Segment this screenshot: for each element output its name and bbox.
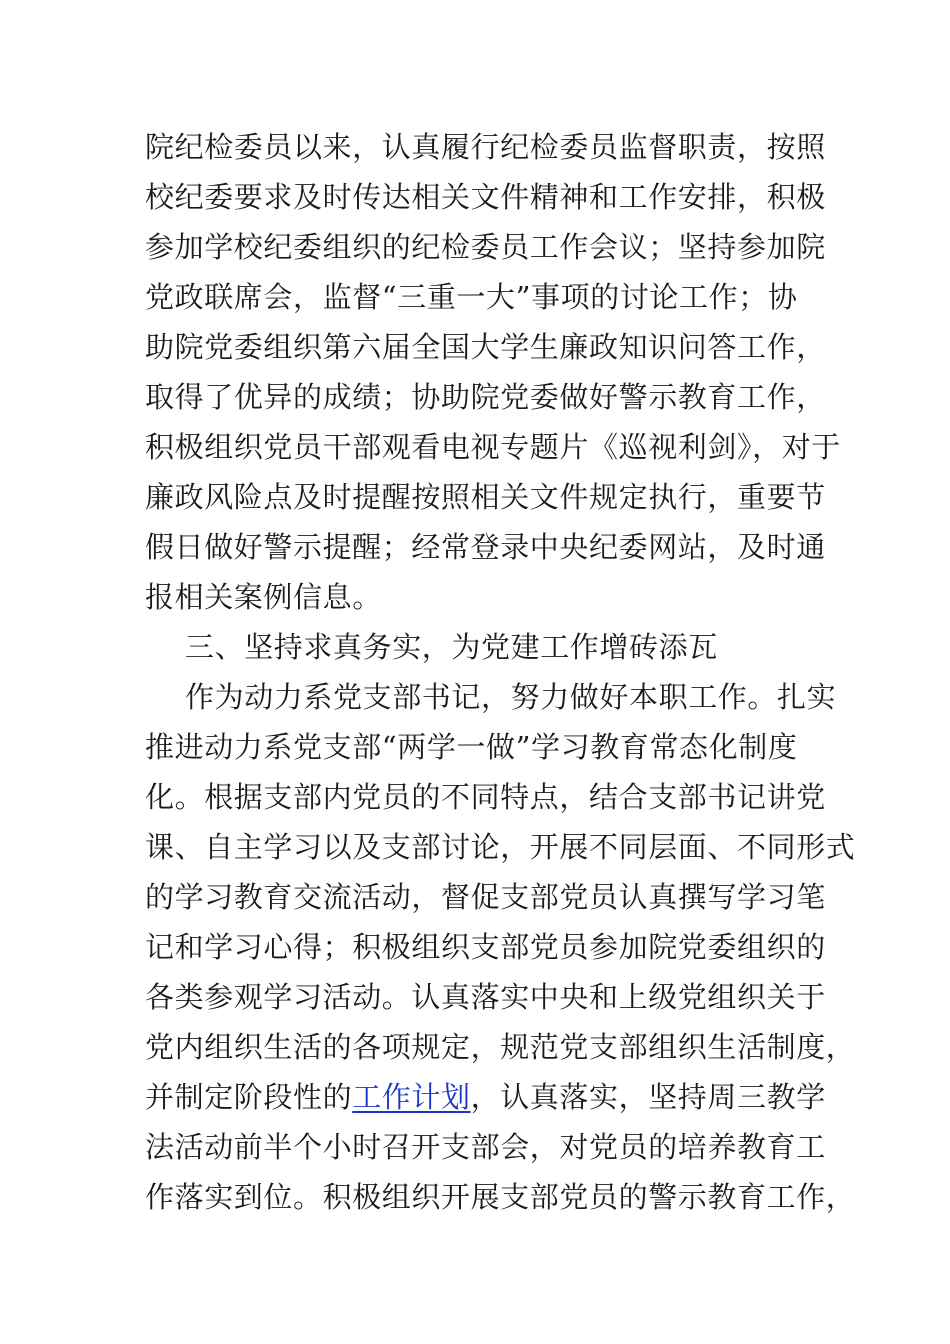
paragraph-line: 法活动前半个小时召开支部会，对党员的培养教育工: [145, 1130, 826, 1164]
work-plan-link[interactable]: 工作计划: [352, 1080, 471, 1114]
line-text-after-link: ，认真落实，坚持周三教学: [470, 1080, 826, 1114]
paragraph-line: 作落实到位。积极组织开展支部党员的警示教育工作，: [145, 1180, 856, 1214]
paragraph-line: 党政联席会，监督“三重一大”事项的讨论工作；协: [145, 280, 798, 314]
paragraph-line: 课、自主学习以及支部讨论，开展不同层面、不同形式: [145, 830, 856, 864]
paragraph-line: 校纪委要求及时传达相关文件精神和工作安排，积极: [145, 180, 826, 214]
paragraph-line-with-link: [145, 1077, 825, 1117]
paragraph-line: 参加学校纪委组织的纪检委员工作会议；坚持参加院: [145, 230, 826, 264]
paragraph-line: 院纪检委员以来，认真履行纪检委员监督职责，按照: [145, 130, 826, 164]
paragraph-line: 廉政风险点及时提醒按照相关文件规定执行，重要节: [145, 480, 826, 514]
paragraph-line: 党内组织生活的各项规定，规范党支部组织生活制度，: [145, 1030, 856, 1064]
line-text-before-link: 并制定阶段性的: [145, 1080, 353, 1114]
paragraph-line: 报相关案例信息。: [145, 580, 382, 614]
paragraph-line: 各类参观学习活动。认真落实中央和上级党组织关于: [145, 980, 826, 1014]
paragraph-line: 记和学习心得；积极组织支部党员参加院党委组织的: [145, 930, 826, 964]
paragraph-line: 积极组织党员干部观看电视专题片《巡视利剑》，对于: [145, 430, 841, 464]
paragraph-line: 取得了优异的成绩；协助院党委做好警示教育工作，: [145, 380, 826, 414]
paragraph-line: 化。根据支部内党员的不同特点，结合支部书记讲党: [145, 780, 826, 814]
paragraph-line: 作为动力系党支部书记，努力做好本职工作。扎实: [185, 680, 837, 714]
paragraph-line: 助院党委组织第六届全国大学生廉政知识问答工作，: [145, 330, 826, 364]
section-heading: 三、坚持求真务实，为党建工作增砖添瓦: [185, 630, 718, 664]
paragraph-line: 假日做好警示提醒；经常登录中央纪委网站，及时通: [145, 530, 826, 564]
paragraph-line: 的学习教育交流活动，督促支部党员认真撰写学习笔: [145, 880, 826, 914]
paragraph-line: 推进动力系党支部“两学一做”学习教育常态化制度: [145, 730, 798, 764]
